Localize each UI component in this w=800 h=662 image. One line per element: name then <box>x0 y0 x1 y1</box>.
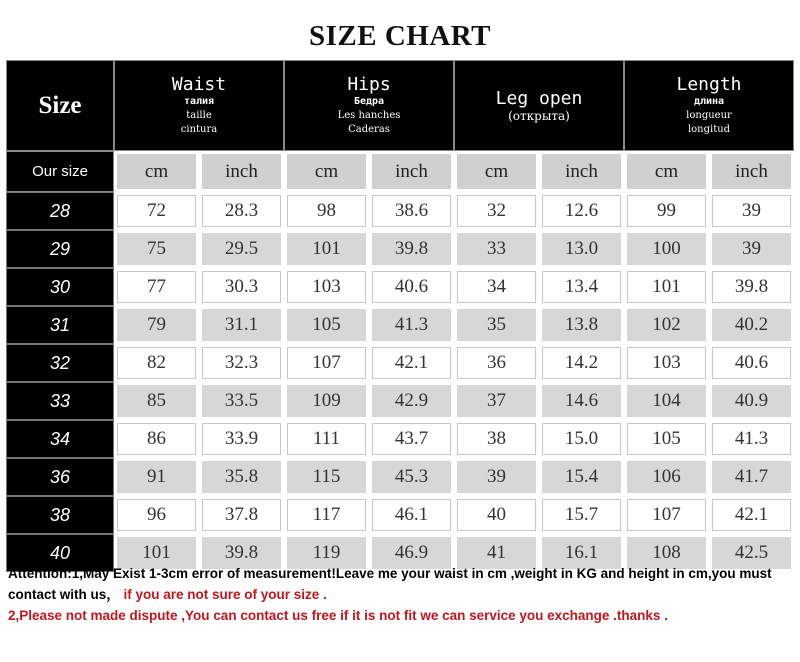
size-chart-table <box>6 60 794 572</box>
value-cell-waist-cm: 91 <box>114 458 199 496</box>
value-cell-len-cm: 103 <box>624 344 709 382</box>
value-cell-leg-in: 12.6 <box>539 192 624 230</box>
value-cell-waist-cm: 72 <box>114 192 199 230</box>
value-cell-waist-in: 32.3 <box>199 344 284 382</box>
value-cell-hips-in: 42.9 <box>369 382 454 420</box>
value-cell-hips-cm: 107 <box>284 344 369 382</box>
value-cell-hips-in: 38.6 <box>369 192 454 230</box>
value-cell-len-in: 41.3 <box>709 420 794 458</box>
value-cell-len-cm: 104 <box>624 382 709 420</box>
waist-label: Waist <box>171 73 227 95</box>
value-cell-len-in: 39 <box>709 230 794 268</box>
value-cell-len-in: 40.6 <box>709 344 794 382</box>
size-cell: 28 <box>6 192 114 230</box>
hips-label-es: Caderas <box>348 123 390 135</box>
value-cell-len-cm: 105 <box>624 420 709 458</box>
table-row <box>6 458 794 496</box>
value-cell-hips-in: 41.3 <box>369 306 454 344</box>
value-cell-hips-in: 42.1 <box>369 344 454 382</box>
size-header: Size <box>6 60 114 151</box>
length-label-es: longitud <box>687 123 731 135</box>
value-cell-hips-in: 40.6 <box>369 268 454 306</box>
table-row <box>6 496 794 534</box>
hips-label: Hips <box>347 73 391 95</box>
value-cell-hips-cm: 117 <box>284 496 369 534</box>
size-cell: 30 <box>6 268 114 306</box>
value-cell-len-cm: 108 <box>624 534 709 572</box>
hips-header <box>284 60 454 151</box>
unit-cm: cm <box>624 151 709 192</box>
value-cell-len-in: 39.8 <box>709 268 794 306</box>
hips-label-fr: Les hanches <box>337 109 401 121</box>
size-cell: 34 <box>6 420 114 458</box>
value-cell-leg-cm: 38 <box>454 420 539 458</box>
size-cell: 29 <box>6 230 114 268</box>
value-cell-leg-cm: 33 <box>454 230 539 268</box>
value-cell-leg-cm: 37 <box>454 382 539 420</box>
value-cell-hips-in: 46.9 <box>369 534 454 572</box>
value-cell-waist-in: 30.3 <box>199 268 284 306</box>
table-row <box>6 192 794 230</box>
value-cell-waist-cm: 79 <box>114 306 199 344</box>
value-cell-hips-in: 46.1 <box>369 496 454 534</box>
table-row <box>6 306 794 344</box>
size-cell: 36 <box>6 458 114 496</box>
value-cell-leg-in: 13.8 <box>539 306 624 344</box>
value-cell-waist-cm: 77 <box>114 268 199 306</box>
length-label-fr: longueur <box>686 109 732 121</box>
waist-label-es: cintura <box>180 123 218 135</box>
value-cell-len-cm: 102 <box>624 306 709 344</box>
length-header <box>624 60 794 151</box>
size-warning-text: if you are not sure of your size . <box>119 587 327 602</box>
waist-header <box>114 60 284 151</box>
unit-inch: inch <box>709 151 794 192</box>
value-cell-leg-cm: 40 <box>454 496 539 534</box>
header-row <box>6 60 794 151</box>
table-row <box>6 382 794 420</box>
size-cell: 31 <box>6 306 114 344</box>
length-label: Length <box>676 73 742 95</box>
value-cell-waist-in: 29.5 <box>199 230 284 268</box>
value-cell-len-in: 42.5 <box>709 534 794 572</box>
value-cell-hips-cm: 103 <box>284 268 369 306</box>
value-cell-hips-cm: 119 <box>284 534 369 572</box>
value-cell-leg-in: 15.0 <box>539 420 624 458</box>
size-cell: 33 <box>6 382 114 420</box>
value-cell-waist-cm: 86 <box>114 420 199 458</box>
units-row <box>6 151 794 192</box>
table-row <box>6 268 794 306</box>
value-cell-waist-cm: 82 <box>114 344 199 382</box>
size-rows <box>6 192 794 572</box>
chart-title-text: SIZE CHART <box>308 19 492 52</box>
table-row <box>6 420 794 458</box>
value-cell-leg-cm: 34 <box>454 268 539 306</box>
hips-label-ru: Бедра <box>353 95 385 107</box>
our-size-label: Our size <box>6 151 114 192</box>
value-cell-waist-in: 39.8 <box>199 534 284 572</box>
size-cell: 40 <box>6 534 114 572</box>
dispute-note-text: 2,Please not made dispute ,You can contact us free if it is not fit we can service you exchange .thanks . <box>8 608 668 623</box>
chart-title <box>0 0 800 62</box>
value-cell-hips-in: 39.8 <box>369 230 454 268</box>
table-row <box>6 230 794 268</box>
unit-cm: cm <box>454 151 539 192</box>
value-cell-waist-in: 31.1 <box>199 306 284 344</box>
value-cell-hips-cm: 105 <box>284 306 369 344</box>
value-cell-leg-cm: 36 <box>454 344 539 382</box>
value-cell-waist-cm: 75 <box>114 230 199 268</box>
value-cell-leg-in: 15.4 <box>539 458 624 496</box>
table-row <box>6 344 794 382</box>
value-cell-waist-cm: 96 <box>114 496 199 534</box>
value-cell-hips-in: 45.3 <box>369 458 454 496</box>
value-cell-len-cm: 106 <box>624 458 709 496</box>
value-cell-hips-cm: 101 <box>284 230 369 268</box>
unit-cm: cm <box>114 151 199 192</box>
value-cell-waist-cm: 85 <box>114 382 199 420</box>
unit-inch: inch <box>369 151 454 192</box>
value-cell-len-in: 40.2 <box>709 306 794 344</box>
value-cell-leg-in: 13.4 <box>539 268 624 306</box>
leg-open-label-ru: (открыта) <box>508 108 570 123</box>
value-cell-len-cm: 101 <box>624 268 709 306</box>
value-cell-waist-cm: 101 <box>114 534 199 572</box>
value-cell-leg-in: 15.7 <box>539 496 624 534</box>
length-label-ru: длина <box>693 95 725 107</box>
attention-notes <box>8 563 796 626</box>
value-cell-hips-cm: 98 <box>284 192 369 230</box>
value-cell-hips-in: 43.7 <box>369 420 454 458</box>
value-cell-waist-in: 33.9 <box>199 420 284 458</box>
attention-text: Attention:1,May Exist 1-3cm error of measurement!Leave me your waist in cm ,weight in KG and height in cm,you must contact with us， <box>8 566 772 602</box>
size-cell: 32 <box>6 344 114 382</box>
value-cell-leg-cm: 35 <box>454 306 539 344</box>
value-cell-hips-cm: 115 <box>284 458 369 496</box>
value-cell-leg-cm: 41 <box>454 534 539 572</box>
value-cell-len-in: 39 <box>709 192 794 230</box>
unit-inch: inch <box>539 151 624 192</box>
value-cell-leg-cm: 39 <box>454 458 539 496</box>
waist-label-ru: талия <box>183 95 215 107</box>
value-cell-len-in: 41.7 <box>709 458 794 496</box>
value-cell-waist-in: 28.3 <box>199 192 284 230</box>
value-cell-waist-in: 37.8 <box>199 496 284 534</box>
value-cell-leg-cm: 32 <box>454 192 539 230</box>
size-cell: 38 <box>6 496 114 534</box>
leg-open-header <box>454 60 624 151</box>
unit-inch: inch <box>199 151 284 192</box>
value-cell-len-cm: 107 <box>624 496 709 534</box>
value-cell-len-cm: 99 <box>624 192 709 230</box>
value-cell-leg-in: 16.1 <box>539 534 624 572</box>
value-cell-hips-cm: 109 <box>284 382 369 420</box>
value-cell-leg-in: 14.2 <box>539 344 624 382</box>
value-cell-leg-in: 14.6 <box>539 382 624 420</box>
waist-label-fr: taille <box>186 109 212 121</box>
value-cell-hips-cm: 111 <box>284 420 369 458</box>
value-cell-waist-in: 33.5 <box>199 382 284 420</box>
value-cell-len-in: 42.1 <box>709 496 794 534</box>
leg-open-label: Leg open <box>495 87 583 109</box>
value-cell-len-cm: 100 <box>624 230 709 268</box>
value-cell-waist-in: 35.8 <box>199 458 284 496</box>
value-cell-len-in: 40.9 <box>709 382 794 420</box>
value-cell-leg-in: 13.0 <box>539 230 624 268</box>
unit-cm: cm <box>284 151 369 192</box>
